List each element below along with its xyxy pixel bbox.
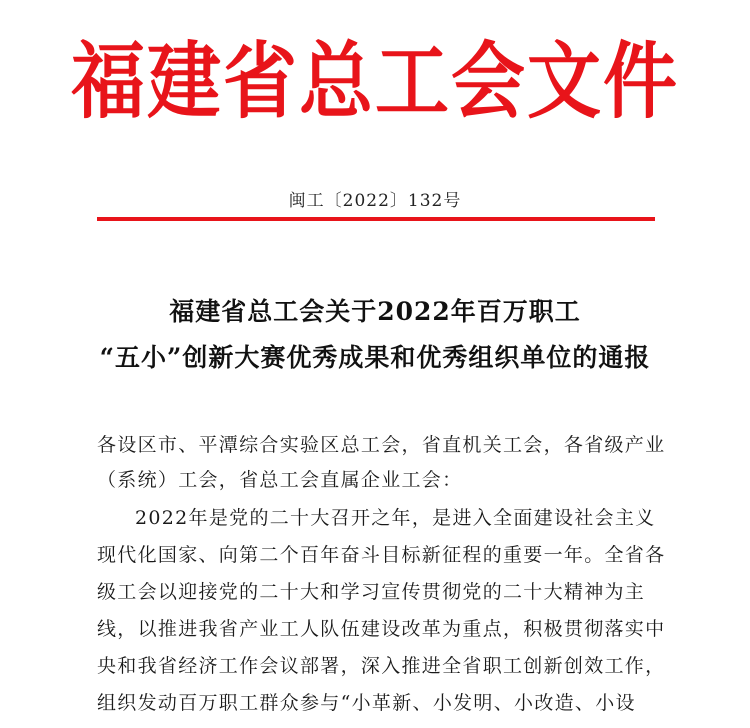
paragraph-line: 线，以推进我省产业工人队伍建设改革为重点，积极贯彻落实中 [97, 618, 666, 640]
paragraph-line: 现代化国家、向第二个百年奋斗目标新征程的重要一年。全省各 [97, 544, 666, 566]
document-number: 闽工〔2022〕132号 [288, 191, 462, 211]
paragraph-line: 2022年是党的二十大召开之年，是进入全面建设社会主义 [135, 507, 656, 529]
document-masthead: 福建省总工会文件 [71, 33, 679, 130]
document-title-line-1: 福建省总工会关于2022年百万职工 [169, 297, 581, 326]
paragraph-line: 央和我省经济工作会议部署，深入推进全省职工创新创效工作， [97, 655, 666, 677]
red-divider [97, 217, 655, 221]
salutation-line-1: 各设区市、平潭综合实验区总工会，省直机关工会，各省级产业 [97, 434, 666, 456]
paragraph-line: 级工会以迎接党的二十大和学习宣传贯彻党的二十大精神为主 [97, 581, 646, 603]
document-title-line-2: “五小”创新大赛优秀成果和优秀组织单位的通报 [99, 343, 651, 372]
salutation-line-2: （系统）工会，省总工会直属企业工会： [97, 469, 463, 491]
paragraph-line: 组织发动百万职工群众参与“小革新、小发明、小改造、小设 [97, 692, 636, 714]
